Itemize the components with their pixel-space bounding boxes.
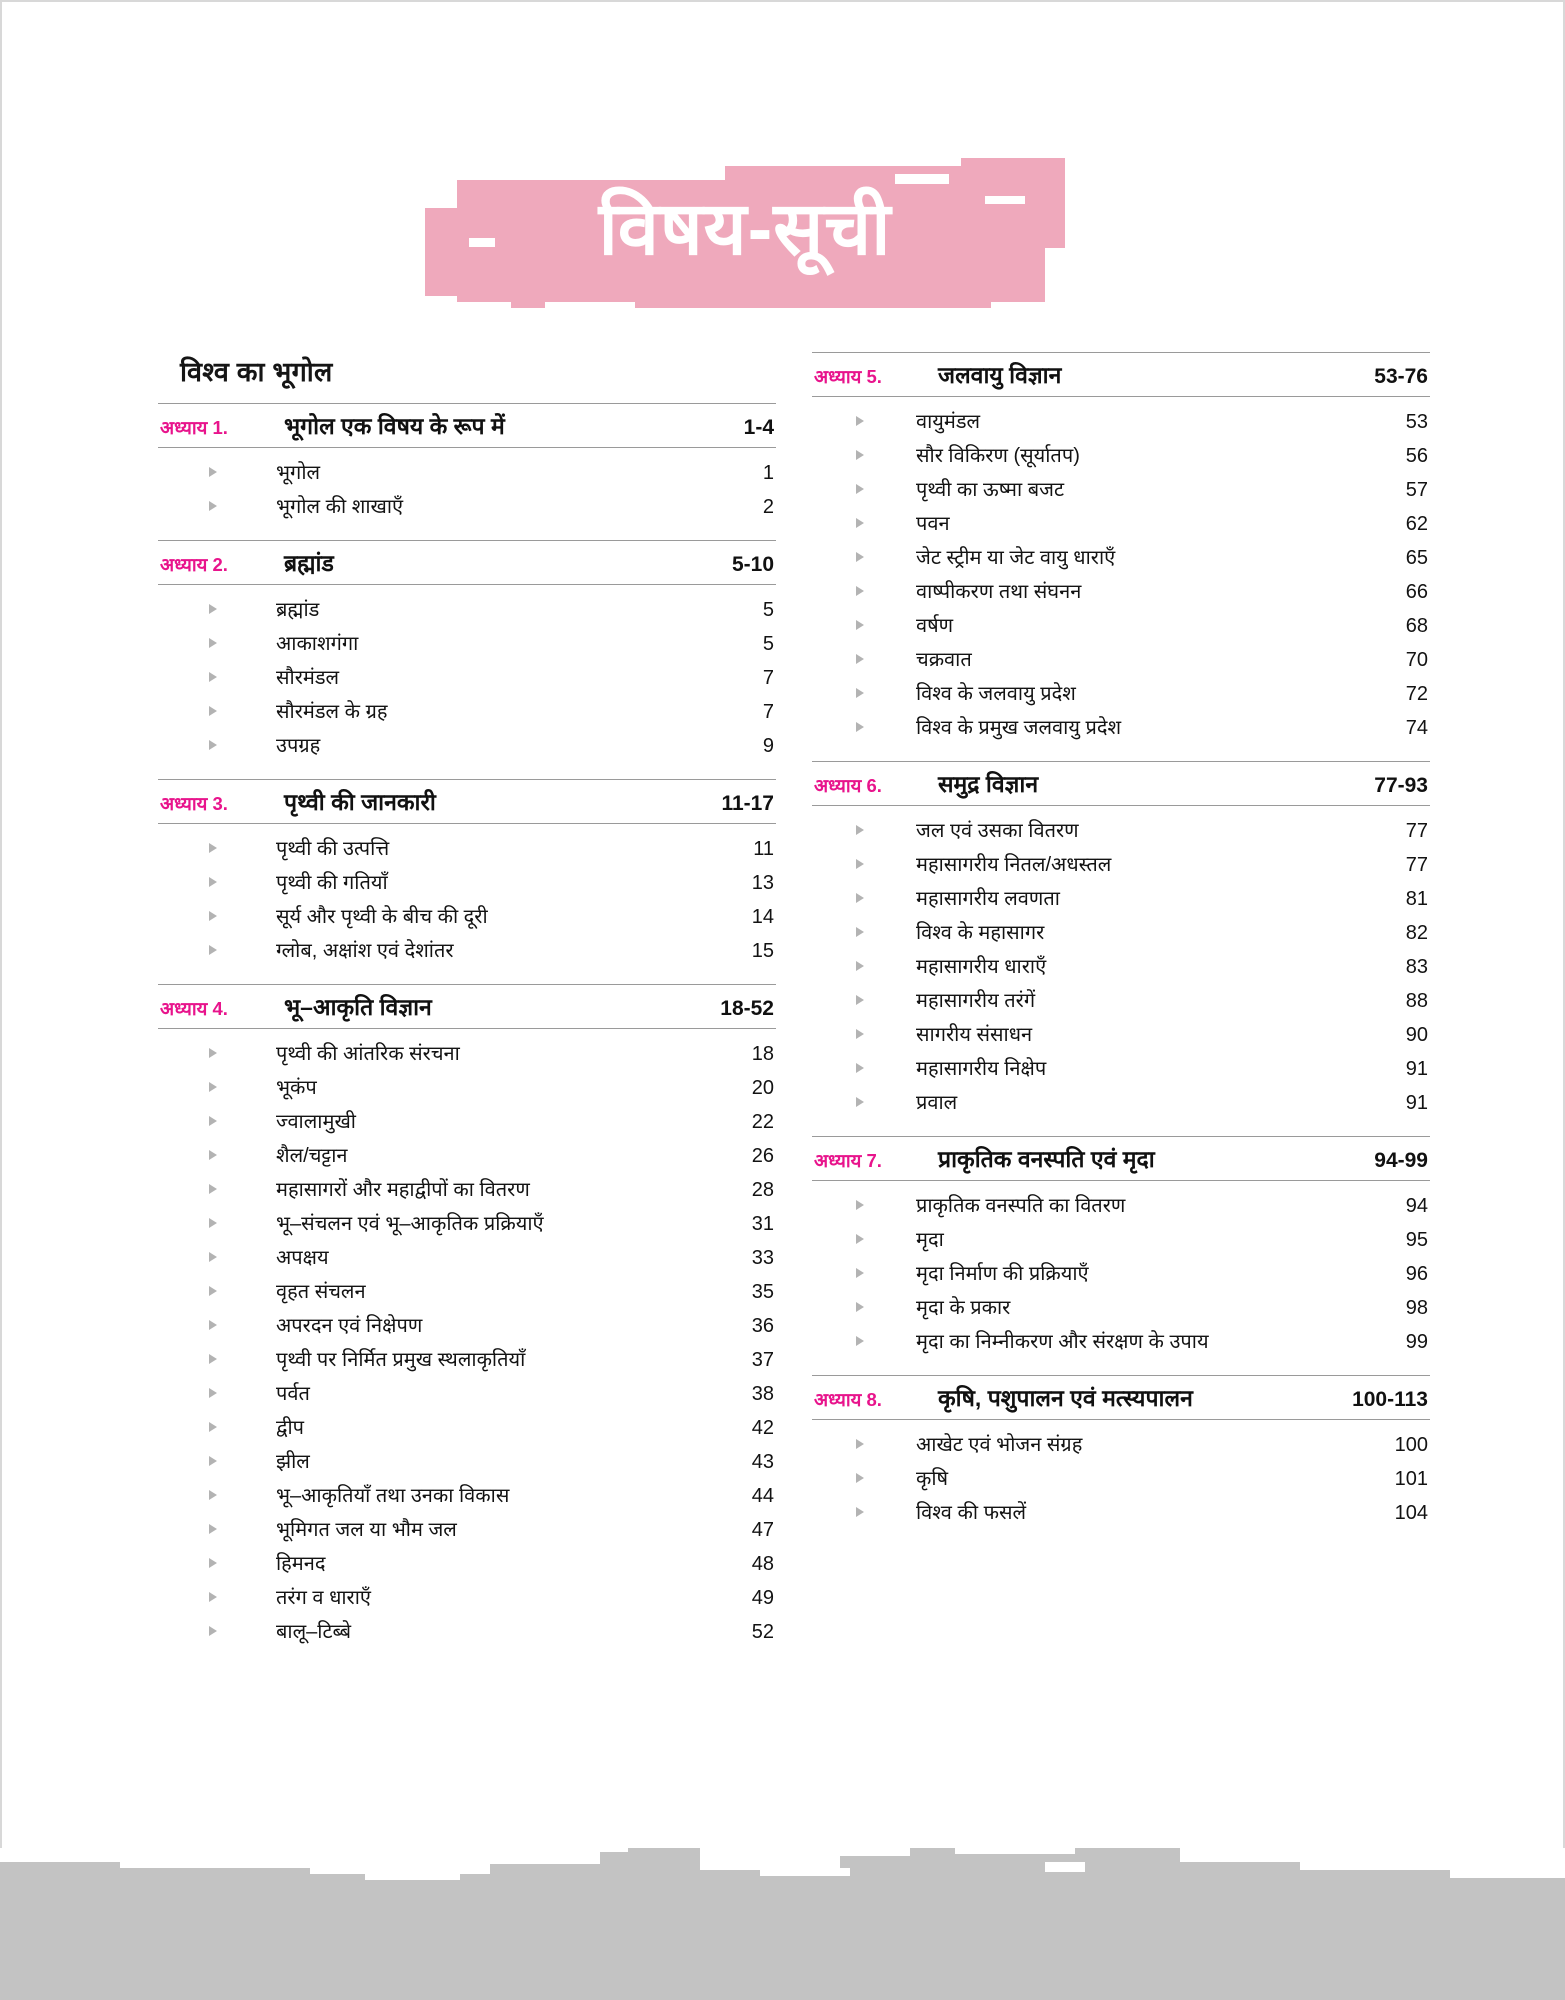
topic-row[interactable] [812,641,1430,675]
topic-page-number: 100 [1394,1433,1428,1456]
chapter-page-range: 18-52 [720,997,774,1020]
topic-list [812,1187,1430,1357]
chapter-heading-row[interactable] [158,403,776,448]
topic-row[interactable] [158,1307,776,1341]
triangle-bullet-icon [158,1489,268,1502]
topic-page-number: 62 [1405,512,1428,535]
chapter-heading-row[interactable] [812,1136,1430,1181]
topic-page-number: 77 [1405,853,1428,876]
triangle-bullet-icon [812,926,908,939]
right-column [812,352,1430,1546]
triangle-bullet-icon [812,585,908,598]
topic-page-number: 74 [1405,716,1428,739]
triangle-bullet-icon [158,1319,268,1332]
chapter-block [158,403,776,522]
topic-row[interactable] [812,505,1430,539]
topic-label: जेट स्ट्रीम या जेट वायु धाराएँ [916,546,1116,569]
topic-page-number: 70 [1405,648,1428,671]
topic-label: चक्रवात [916,648,972,671]
topic-page-number: 94 [1405,1194,1428,1217]
topic-label: महासागरीय लवणता [916,887,1060,910]
topic-row[interactable] [812,573,1430,607]
triangle-bullet-icon [812,960,908,973]
topic-page-number: 49 [751,1586,774,1609]
topic-label: सूर्य और पृथ्वी के बीच की दूरी [276,905,488,928]
topic-page-number: 43 [751,1450,774,1473]
torn-notch [700,1848,840,1870]
topic-page-number: 66 [1405,580,1428,603]
triangle-bullet-icon [158,1149,268,1162]
topic-label: सौरमंडल के ग्रह [276,700,388,723]
topic-row[interactable] [812,1323,1430,1357]
topic-label: उपग्रह [276,734,321,757]
chapter-title: पृथ्वी की जानकारी [284,789,436,815]
chapter-number-label: अध्याय 6. [814,775,882,796]
chapter-heading-row[interactable] [812,761,1430,806]
chapter-block [812,761,1430,1118]
triangle-bullet-icon [158,1625,268,1638]
topic-label: भू–आकृतियाँ तथा उनका विकास [276,1484,510,1507]
topic-page-number: 98 [1405,1296,1428,1319]
chapter-heading-row[interactable] [158,779,776,824]
topic-row[interactable] [812,675,1430,709]
chapter-heading-row[interactable] [812,1375,1430,1420]
triangle-bullet-icon [812,1472,908,1485]
chapter-heading-row[interactable] [158,540,776,585]
topic-row[interactable] [812,1084,1430,1118]
chapter-title: जलवायु विज्ञान [938,362,1062,388]
chapter-title: ब्रह्मांड [284,550,334,576]
topic-page-number: 20 [751,1076,774,1099]
triangle-bullet-icon [158,739,268,752]
topic-page-number: 5 [762,598,774,621]
topic-row[interactable] [158,625,776,659]
topic-page-number: 95 [1405,1228,1428,1251]
topic-page-number: 13 [751,871,774,894]
topic-page-number: 22 [751,1110,774,1133]
torn-notch [365,1872,460,1880]
triangle-bullet-icon [158,1081,268,1094]
topic-row[interactable] [812,1016,1430,1050]
topic-row[interactable] [812,914,1430,948]
topic-page-number: 104 [1394,1501,1428,1524]
topic-row[interactable] [812,471,1430,505]
topic-page-number: 88 [1405,989,1428,1012]
triangle-bullet-icon [158,466,268,479]
topic-label: तरंग व धाराएँ [276,1586,371,1609]
topic-row[interactable] [158,727,776,761]
topic-label: भू–संचलन एवं भू–आकृतिक प्रक्रियाएँ [276,1212,544,1235]
topic-row[interactable] [158,1409,776,1443]
chapter-block [158,984,776,1647]
chapter-page-range: 77-93 [1374,774,1428,797]
topic-row[interactable] [158,1171,776,1205]
torn-notch [1450,1848,1565,1878]
triangle-bullet-icon [158,1353,268,1366]
chapter-block [812,352,1430,743]
topic-row[interactable] [158,1069,776,1103]
triangle-bullet-icon [158,944,268,957]
topic-page-number: 35 [751,1280,774,1303]
topic-row[interactable] [158,1273,776,1307]
topic-page-number: 96 [1405,1262,1428,1285]
triangle-bullet-icon [812,1438,908,1451]
triangle-bullet-icon [812,449,908,462]
triangle-bullet-icon [158,637,268,650]
topic-page-number: 101 [1394,1467,1428,1490]
triangle-bullet-icon [158,1421,268,1434]
triangle-bullet-icon [812,415,908,428]
topic-label: विश्व के महासागर [916,921,1045,944]
topic-page-number: 14 [751,905,774,928]
topic-row[interactable] [812,1494,1430,1528]
topic-label: महासागरों और महाद्वीपों का वितरण [276,1178,530,1201]
torn-notch [840,1848,910,1856]
topic-row[interactable] [812,982,1430,1016]
right-chapter-list [812,352,1430,1528]
topic-label: विश्व के प्रमुख जलवायु प्रदेश [916,716,1122,739]
triangle-bullet-icon [158,1523,268,1536]
topic-page-number: 77 [1405,819,1428,842]
chapter-block [812,1375,1430,1528]
torn-notch [120,1848,310,1868]
topic-row[interactable] [812,1255,1430,1289]
chapter-page-range: 5-10 [731,553,774,576]
topic-row[interactable] [158,1035,776,1069]
topic-label: प्राकृतिक वनस्पति का वितरण [916,1194,1126,1217]
topic-label: मृदा के प्रकार [916,1296,1011,1319]
topic-label: महासागरीय तरंगें [916,989,1036,1012]
topic-label: पृथ्वी पर निर्मित प्रमुख स्थलाकृतियाँ [276,1348,526,1371]
topic-label: जल एवं उसका वितरण [916,819,1079,842]
triangle-bullet-icon [158,1183,268,1196]
torn-notch [1045,1862,1085,1872]
topic-row[interactable] [158,1375,776,1409]
triangle-bullet-icon [812,551,908,564]
triangle-bullet-icon [158,1217,268,1230]
topic-page-number: 38 [751,1382,774,1405]
triangle-bullet-icon [812,517,908,530]
topic-page-number: 18 [751,1042,774,1065]
triangle-bullet-icon [812,653,908,666]
topic-row[interactable] [158,932,776,966]
topic-page-number: 28 [751,1178,774,1201]
triangle-bullet-icon [812,1301,908,1314]
topic-list [158,830,776,966]
topic-page-number: 53 [1405,410,1428,433]
topic-label: हिमनद [276,1552,326,1575]
topic-page-number: 48 [751,1552,774,1575]
topic-row[interactable] [812,607,1430,641]
topic-row[interactable] [812,403,1430,437]
topic-label: सागरीय संसाधन [916,1023,1033,1046]
topic-page-number: 9 [762,734,774,757]
left-chapter-list [158,403,776,1647]
section-title-world-geography: विश्व का भूगोल [180,357,333,387]
topic-list [158,1035,776,1647]
topic-label: भूमिगत जल या भौम जल [276,1518,457,1541]
topic-row[interactable] [812,539,1430,573]
topic-list [812,1426,1430,1528]
topic-label: पृथ्वी की गतियाँ [276,871,388,894]
topic-row[interactable] [158,693,776,727]
topic-row[interactable] [158,830,776,864]
triangle-bullet-icon [158,1047,268,1060]
triangle-bullet-icon [158,1285,268,1298]
chapter-number-label: अध्याय 7. [814,1150,882,1171]
torn-notch [955,1848,1075,1854]
topic-label: पृथ्वी की उत्पत्ति [276,837,390,860]
torn-notch [600,1848,628,1852]
chapter-block [812,1136,1430,1357]
topic-page-number: 44 [751,1484,774,1507]
torn-notch [0,1848,120,1862]
topic-page-number: 37 [751,1348,774,1371]
triangle-bullet-icon [812,1267,908,1280]
topic-label: मृदा निर्माण की प्रक्रियाएँ [916,1262,1089,1285]
chapter-page-range: 1-4 [743,416,774,439]
topic-list [812,812,1430,1118]
topic-label: अपरदन एवं निक्षेपण [276,1314,423,1337]
triangle-bullet-icon [158,1115,268,1128]
triangle-bullet-icon [158,842,268,855]
torn-notch [1300,1848,1450,1870]
topic-row[interactable] [158,591,776,625]
triangle-bullet-icon [158,910,268,923]
topic-page-number: 47 [751,1518,774,1541]
topic-row[interactable] [158,864,776,898]
torn-notch [490,1848,600,1864]
chapter-number-label: अध्याय 3. [160,793,228,814]
triangle-bullet-icon [812,892,908,905]
chapter-title: कृषि, पशुपालन एवं मत्स्यपालन [938,1385,1193,1411]
bottom-torn-edge-graphic [0,1848,1565,2000]
topic-page-number: 11 [753,837,774,860]
topic-label: ब्रह्मांड [276,598,320,621]
topic-page-number: 7 [762,666,774,689]
topic-row[interactable] [812,880,1430,914]
title-banner [0,140,1565,340]
topic-page-number: 99 [1405,1330,1428,1353]
chapter-number-label: अध्याय 1. [160,417,228,438]
triangle-bullet-icon [158,1251,268,1264]
topic-label: पृथ्वी की आंतरिक संरचना [276,1042,460,1065]
topic-row[interactable] [812,1221,1430,1255]
topic-row[interactable] [158,1613,776,1647]
topic-label: वर्षण [916,614,954,637]
topic-row[interactable] [812,948,1430,982]
topic-row[interactable] [158,1137,776,1171]
topic-page-number: 1 [762,461,774,484]
topic-label: पृथ्वी का ऊष्मा बजट [916,478,1065,501]
topic-label: भूकंप [276,1076,317,1099]
brush-notch-4 [545,302,635,312]
topic-row[interactable] [158,1443,776,1477]
topic-row[interactable] [812,1187,1430,1221]
topic-label: ग्लोब, अक्षांश एवं देशांतर [276,939,454,962]
chapter-title: भू–आकृति विज्ञान [284,994,432,1020]
triangle-bullet-icon [158,500,268,513]
topic-page-number: 68 [1405,614,1428,637]
topic-page-number: 83 [1405,955,1428,978]
triangle-bullet-icon [812,1062,908,1075]
topic-row[interactable] [158,1341,776,1375]
topic-page-number: 52 [751,1620,774,1643]
topic-label: वाष्पीकरण तथा संघनन [916,580,1082,603]
topic-row[interactable] [158,1239,776,1273]
chapter-heading-row[interactable] [158,984,776,1029]
triangle-bullet-icon [812,483,908,496]
chapter-block [158,540,776,761]
topic-label: बालू–टिब्बे [276,1620,352,1643]
topic-row[interactable] [158,898,776,932]
topic-page-number: 7 [762,700,774,723]
chapter-page-range: 94-99 [1374,1149,1428,1172]
topic-page-number: 2 [762,495,774,518]
topic-list [812,403,1430,743]
torn-notch [1180,1848,1300,1862]
topic-row[interactable] [812,812,1430,846]
topic-row[interactable] [812,846,1430,880]
topic-label: पवन [916,512,950,535]
triangle-bullet-icon [812,1335,908,1348]
triangle-bullet-icon [812,994,908,1007]
topic-row[interactable] [812,709,1430,743]
topic-label: वायुमंडल [916,410,981,433]
chapter-block [158,779,776,966]
chapter-number-label: अध्याय 5. [814,366,882,387]
topic-label: सौरमंडल [276,666,340,689]
topic-label: विश्व की फसलें [916,1501,1027,1524]
chapter-page-range: 11-17 [721,792,774,815]
topic-label: कृषि [916,1467,949,1490]
topic-page-number: 5 [762,632,774,655]
triangle-bullet-icon [812,721,908,734]
topic-label: सौर विकिरण (सूर्यातप) [916,444,1080,467]
triangle-bullet-icon [158,1591,268,1604]
topic-row[interactable] [158,1103,776,1137]
triangle-bullet-icon [158,1557,268,1570]
topic-page-number: 72 [1405,682,1428,705]
triangle-bullet-icon [812,824,908,837]
chapter-page-range: 100-113 [1352,1388,1428,1411]
topic-page-number: 36 [751,1314,774,1337]
topic-list [158,454,776,522]
topic-page-number: 91 [1405,1057,1428,1080]
chapter-number-label: अध्याय 8. [814,1389,882,1410]
topic-label: मृदा का निम्नीकरण और संरक्षण के उपाय [916,1330,1209,1353]
torn-notch [310,1848,490,1874]
topic-row[interactable] [812,1426,1430,1460]
topic-label: आखेट एवं भोजन संग्रह [916,1433,1083,1456]
topic-page-number: 33 [751,1246,774,1269]
topic-label: शैल/चट्टान [276,1144,348,1167]
chapter-title: भूगोल एक विषय के रूप में [284,413,505,439]
topic-row[interactable] [158,1545,776,1579]
topic-label: विश्व के जलवायु प्रदेश [916,682,1076,705]
topic-page-number: 81 [1405,887,1428,910]
page-title: विषय-सूची [598,187,892,270]
topic-row[interactable] [158,488,776,522]
chapter-heading-row[interactable] [812,352,1430,397]
topic-label: द्वीप [276,1416,305,1439]
triangle-bullet-icon [158,876,268,889]
topic-list [158,591,776,761]
topic-page-number: 56 [1405,444,1428,467]
chapter-number-label: अध्याय 4. [160,998,228,1019]
chapter-title: प्राकृतिक वनस्पति एवं मृदा [938,1146,1155,1172]
triangle-bullet-icon [812,1233,908,1246]
topic-page-number: 42 [751,1416,774,1439]
triangle-bullet-icon [812,687,908,700]
topic-page-number: 26 [751,1144,774,1167]
topic-label: प्रवाल [916,1091,958,1114]
topic-label: महासागरीय नितल/अधस्तल [916,853,1112,876]
topic-label: भूगोल [276,461,321,484]
topic-label: मृदा [916,1228,944,1251]
topic-row[interactable] [158,1579,776,1613]
chapter-title: समुद्र विज्ञान [938,771,1039,797]
topic-label: भूगोल की शाखाएँ [276,495,404,518]
topic-row[interactable] [812,437,1430,471]
chapter-page-range: 53-76 [1374,365,1428,388]
topic-label: वृहत संचलन [276,1280,366,1303]
topic-row[interactable] [812,1460,1430,1494]
triangle-bullet-icon [812,619,908,632]
torn-notch [760,1868,850,1876]
triangle-bullet-icon [158,671,268,684]
topic-row[interactable] [812,1289,1430,1323]
triangle-bullet-icon [158,1387,268,1400]
left-column [158,352,776,1665]
topic-row[interactable] [812,1050,1430,1084]
triangle-bullet-icon [158,603,268,616]
topic-page-number: 90 [1405,1023,1428,1046]
topic-row[interactable] [158,1477,776,1511]
topic-page-number: 31 [751,1212,774,1235]
brush-stroke-graphic [425,152,1065,312]
topic-page-number: 57 [1405,478,1428,501]
topic-label: आकाशगंगा [276,632,359,655]
topic-page-number: 82 [1405,921,1428,944]
topic-page-number: 15 [751,939,774,962]
triangle-bullet-icon [812,1506,908,1519]
triangle-bullet-icon [158,1455,268,1468]
topic-label: झील [276,1450,310,1473]
topic-row[interactable] [158,659,776,693]
topic-page-number: 91 [1405,1091,1428,1114]
topic-label: महासागरीय धाराएँ [916,955,1047,978]
triangle-bullet-icon [812,1199,908,1212]
topic-label: ज्वालामुखी [276,1110,356,1133]
brush-notch-2 [895,174,949,184]
topic-label: महासागरीय निक्षेप [916,1057,1047,1080]
topic-label: पर्वत [276,1382,310,1405]
triangle-bullet-icon [158,705,268,718]
topic-row[interactable] [158,1511,776,1545]
topic-row[interactable] [158,454,776,488]
triangle-bullet-icon [812,1096,908,1109]
topic-page-number: 65 [1405,546,1428,569]
topic-label: अपक्षय [276,1246,329,1269]
chapter-number-label: अध्याय 2. [160,554,228,575]
topic-row[interactable] [158,1205,776,1239]
triangle-bullet-icon [812,1028,908,1041]
triangle-bullet-icon [812,858,908,871]
